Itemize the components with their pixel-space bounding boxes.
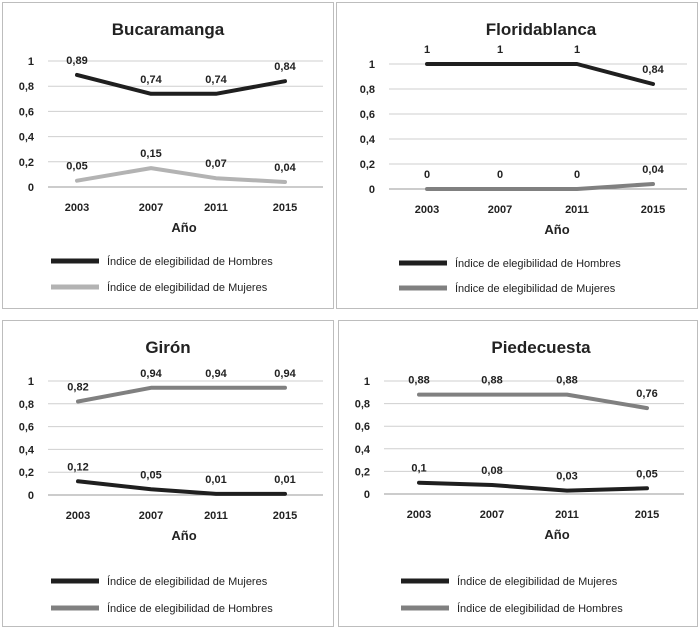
x-axis-title: Año <box>544 527 570 542</box>
data-label: 0,76 <box>636 388 658 401</box>
data-label: 0,88 <box>481 374 503 387</box>
data-label: 0,84 <box>274 61 296 74</box>
data-label: 0 <box>423 169 431 181</box>
y-tick-label: 1 <box>368 59 375 71</box>
legend-label: Índice de elegibilidad de Mujeres <box>107 576 268 588</box>
legend-label: Índice de elegibilidad de Hombres <box>457 603 623 615</box>
x-tick-label: 2007 <box>138 202 164 214</box>
series-line-1 <box>427 184 653 189</box>
chart-svg-piedecuesta <box>339 321 697 626</box>
y-tick-label: 0 <box>27 490 34 502</box>
x-tick-label: 2007 <box>138 510 164 522</box>
data-label: 0,88 <box>556 374 578 387</box>
data-label: 0,74 <box>140 73 162 86</box>
y-tick-label: 0,4 <box>354 443 370 456</box>
x-tick-label: 2015 <box>640 204 666 216</box>
data-label: 0 <box>496 169 504 181</box>
x-tick-label: 2015 <box>634 509 660 521</box>
data-label: 0,12 <box>67 461 89 474</box>
chart-svg-giron <box>3 321 333 626</box>
x-axis-title: Año <box>171 220 197 235</box>
legend-label: Índice de elegibilidad de Hombres <box>455 258 621 270</box>
y-tick-label: 0,8 <box>354 398 370 411</box>
data-label: 0,74 <box>205 73 227 86</box>
data-label: 1 <box>496 44 504 56</box>
data-label: 0 <box>573 169 581 181</box>
y-tick-label: 0,8 <box>359 84 375 96</box>
x-tick-label: 2007 <box>479 509 505 521</box>
y-tick-label: 0,6 <box>354 421 370 434</box>
x-tick-label: 2015 <box>272 202 298 214</box>
x-tick-label: 2003 <box>406 509 432 521</box>
x-axis-title: Año <box>544 222 570 237</box>
series-line-0 <box>427 64 653 84</box>
x-tick-label: 2011 <box>204 510 228 522</box>
data-label: 0,07 <box>205 158 227 171</box>
x-tick-label: 2003 <box>414 204 440 216</box>
chart-title: Bucaramanga <box>111 20 225 39</box>
data-label: 0,15 <box>140 148 162 161</box>
y-tick-label: 0,6 <box>359 109 375 121</box>
data-label: 0,82 <box>67 381 89 394</box>
data-label: 0,05 <box>140 469 162 482</box>
y-tick-label: 0,2 <box>354 466 370 479</box>
y-tick-label: 0,6 <box>18 421 34 434</box>
y-tick-label: 0,2 <box>18 156 34 169</box>
y-tick-label: 1 <box>363 376 370 388</box>
series-line-0 <box>78 481 285 494</box>
x-axis-title: Año <box>171 528 197 543</box>
data-label: 0,05 <box>636 468 658 481</box>
data-label: 0,08 <box>481 464 503 477</box>
y-tick-label: 0 <box>368 184 375 196</box>
chart-svg-floridablanca <box>337 3 697 308</box>
data-label: 0,84 <box>642 64 664 76</box>
data-label: 0,94 <box>140 367 162 380</box>
y-tick-label: 0,8 <box>18 398 34 411</box>
data-label: 0,94 <box>274 367 296 380</box>
x-tick-label: 2007 <box>487 204 513 216</box>
series-line-0 <box>77 75 285 94</box>
data-label: 0,05 <box>66 160 88 173</box>
data-label: 0,04 <box>642 164 664 176</box>
x-tick-label: 2003 <box>64 202 90 214</box>
y-tick-label: 1 <box>27 56 34 68</box>
y-tick-label: 0,6 <box>18 106 34 119</box>
y-tick-label: 1 <box>27 376 34 388</box>
series-line-1 <box>78 388 285 402</box>
data-label: 0,88 <box>408 374 430 387</box>
chart-svg-bucaramanga <box>3 3 333 308</box>
y-tick-label: 0,4 <box>18 444 34 457</box>
chart-title: Girón <box>145 338 191 357</box>
data-label: 0,1 <box>411 462 427 475</box>
data-label: 0,04 <box>274 161 296 174</box>
data-label: 0,89 <box>66 54 88 67</box>
y-tick-label: 0,4 <box>18 131 34 144</box>
legend-label: Índice de elegibilidad de Mujeres <box>457 576 618 588</box>
y-tick-label: 0,8 <box>18 81 34 94</box>
legend-label: Índice de elegibilidad de Hombres <box>107 256 273 268</box>
chart-panel-bucaramanga <box>2 2 334 309</box>
x-tick-label: 2011 <box>555 509 579 521</box>
chart-title: Floridablanca <box>485 20 597 39</box>
legend-label: Índice de elegibilidad de Mujeres <box>107 282 268 294</box>
chart-panel-piedecuesta <box>338 320 698 627</box>
x-tick-label: 2011 <box>204 202 228 214</box>
chart-panel-giron <box>2 320 334 627</box>
data-label: 0,94 <box>205 367 227 380</box>
legend-label: Índice de elegibilidad de Hombres <box>107 603 273 615</box>
y-tick-label: 0,2 <box>18 467 34 480</box>
y-tick-label: 0 <box>27 182 34 194</box>
data-label: 1 <box>423 44 431 56</box>
data-label: 0,03 <box>556 470 578 483</box>
y-tick-label: 0 <box>363 489 370 501</box>
y-tick-label: 0,4 <box>359 134 375 146</box>
legend-label: Índice de elegibilidad de Mujeres <box>455 283 616 295</box>
series-line-1 <box>77 168 285 182</box>
data-label: 0,01 <box>274 473 296 486</box>
data-label: 0,01 <box>205 473 227 486</box>
data-label: 1 <box>573 44 581 56</box>
series-line-1 <box>419 395 647 409</box>
chart-title: Piedecuesta <box>491 338 591 357</box>
x-tick-label: 2015 <box>272 510 298 522</box>
y-tick-label: 0,2 <box>359 159 375 171</box>
x-tick-label: 2003 <box>65 510 91 522</box>
chart-panel-floridablanca <box>336 2 698 309</box>
x-tick-label: 2011 <box>565 204 589 216</box>
series-line-0 <box>419 483 647 491</box>
